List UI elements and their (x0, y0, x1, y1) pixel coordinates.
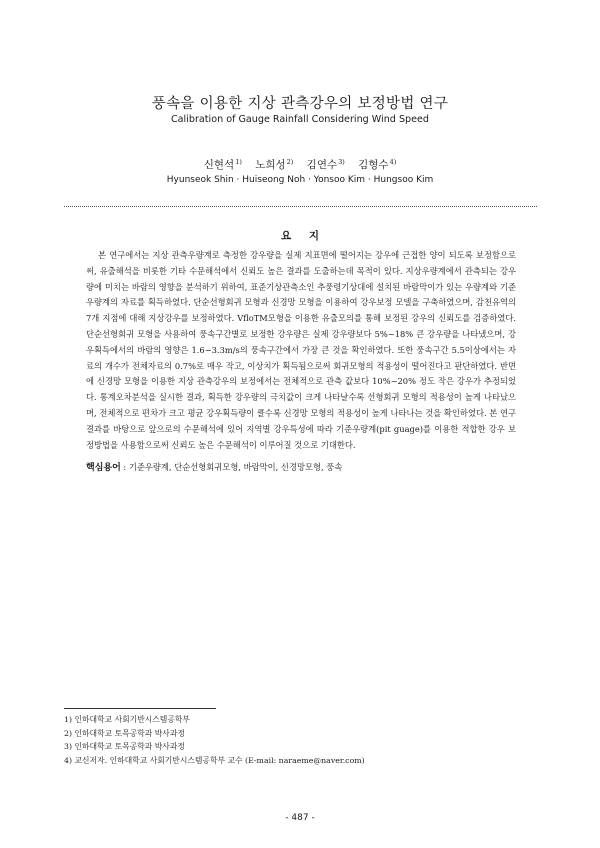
author (204, 159, 242, 171)
author-name: 김연수 (306, 159, 338, 171)
footnote-list (64, 713, 544, 767)
author (255, 159, 293, 171)
footnote: 3) 인하대학교 토목공학과 박사과정 (64, 742, 185, 752)
keywords-line (86, 460, 516, 473)
keywords-text: 기준우량계, 단순선형회귀모형, 바람막이, 신경망모형, 풍속 (128, 462, 343, 472)
author-affiliation-mark: 3) (338, 158, 345, 166)
author (307, 159, 345, 171)
keywords-separator: : (120, 462, 129, 472)
author-name: 노희성 (255, 159, 286, 171)
footnote: 4) 교신저자. 인하대학교 사회기반시스템공학부 교수 (E-mail: naraeme@naver.com) (64, 755, 365, 765)
author-list-english: Hyunseok Shin · Huiseong Noh · Yonsoo Kim · Hungsoo Kim (166, 175, 434, 185)
page-number: - 487 - (285, 813, 315, 823)
abstract-heading: 요 지 (281, 230, 319, 242)
author-list-korean (0, 157, 600, 172)
paper-title-korean: 풍속을 이용한 지상 관측강우의 보정방법 연구 (151, 96, 449, 112)
abstract-text: 본 연구에서는 지상 관측우량계로 측정한 강우량을 실제 지표면에 떨어지는 강우에 근접한 양이 되도록 보정함으로써, 유출해석을 비롯한 기타 수문해석에서 신뢰도 높은 결과를 도출하는데 목적이 있다. 지상우량계에서 관측되는 강우량에 미치는 바람의 영향을 분석하기 위하여, 표준기상관측소인 추풍령기상대에 설치된 바람막이가 있는 우량계와 기준우량계의 자료를 획득하였다. 단순선형회귀 모형과 신경망 모형을 이용하여 강우보정 모델을 구축하였으며, 감천유역의 7개 지점에 대해 지상강우를 보정하였다. VfloTM모형을 이용한 유출모의를 통해 보정된 강우의 신뢰도를 검증하였다. 단순선형회귀 모형을 사용하여 풍속구간별로 보정한 강우량은 실제 강우량보다 5%~18% 큰 강우량을 나타냈으며, 강우획득에서의 바람의 영향은 1.6~3.3m/s의 풍속구간에서 가장 큰 것을 확인하였다. 또한 풍속구간 5.5이상에서는 자료의 개수가 전체자료의 0.7%로 매우 작고, 이상치가 획득됨으로써 회귀모형의 적용성이 떨어진다고 판단하였다. 반면에 신경망 모형을 이용한 지상 관측강우의 보정에서는 전체적으로 관측 값보다 10%~20% 정도 작은 강우가 추정되었다. 통계오차분석을 실시한 결과, 획득한 강우량의 극치값이 크게 나타날수록 선형회귀 모형의 적용성이 높게 나타났으며, 전체적으로 편차가 크고 평균 강우획득량이 클수록 신경망 모형의 적용성이 높게 나타나는 것을 확인하였다. 본 연구 결과를 바탕으로 앞으로의 수문해석에 있어 지역별 강우특성에 따라 기준우량계(pit guage)를 이용한 적합한 강우 보정방법을 사용함으로써 신뢰도 높은 수문해석이 이루어질 것으로 기대한다. (86, 250, 516, 450)
author-affiliation-mark: 1) (235, 158, 242, 166)
author-affiliation-mark: 4) (389, 158, 397, 166)
section-divider (64, 206, 537, 207)
author-affiliation-mark: 2) (286, 158, 294, 166)
author-name: 신현석 (203, 159, 235, 171)
footnote: 2) 인하대학교 토목공학과 박사과정 (64, 728, 185, 738)
paper-title-english: Calibration of Gauge Rainfall Considering Wind Speed (170, 114, 430, 125)
author-name: 김형수 (358, 159, 389, 171)
footnote: 1) 인하대학교 사회기반시스템공학부 (64, 715, 190, 724)
footnote-rule (64, 708, 216, 709)
author (358, 159, 396, 171)
keywords-label: 핵심용어 (86, 463, 121, 473)
